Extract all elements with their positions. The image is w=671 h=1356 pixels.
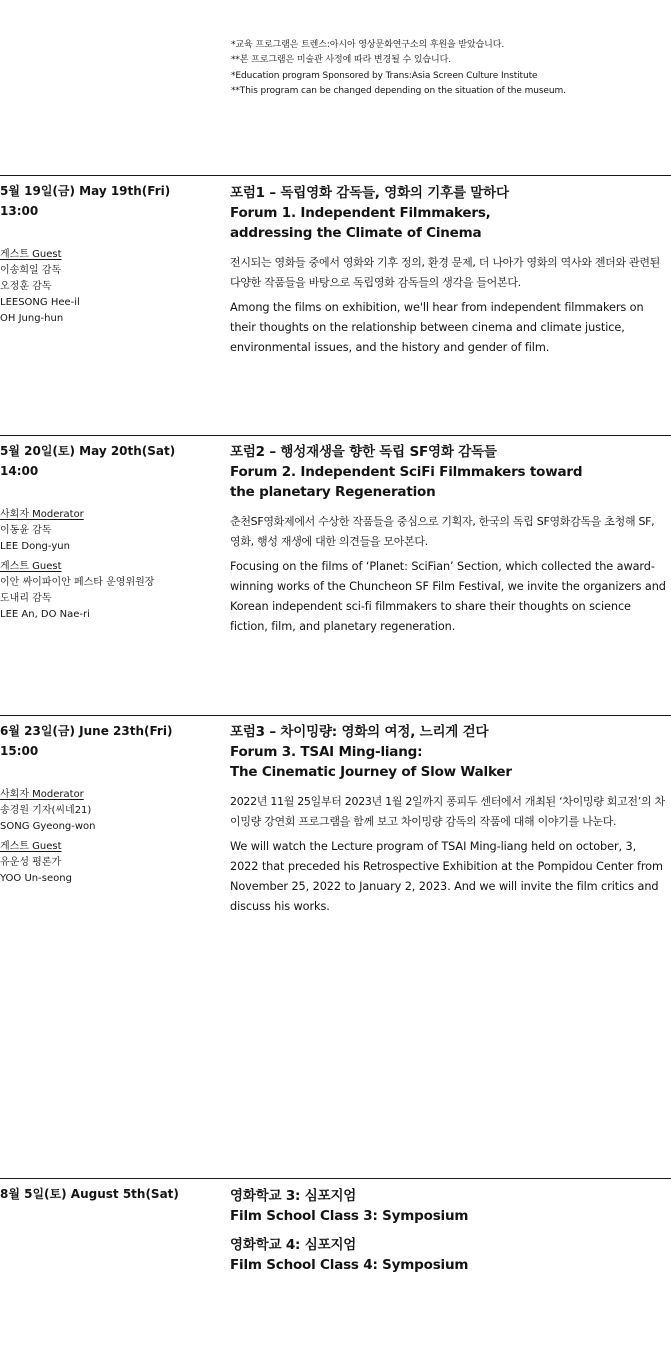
role-label: 사회자 Moderator: [0, 789, 84, 800]
participants: [0, 507, 215, 623]
forum-description-en: Among the films on exhibition, we'll hear from independent filmmakers on their thoughts on the relationship between cinema and climate justice, environmental issues, and the history and gender of film.: [230, 301, 644, 354]
forum-title-en: Forum 1. Independent Filmmakers,: [230, 205, 491, 221]
participant-name: 이송희일 감독: [0, 265, 62, 276]
note-en-change: **This program can be changed depending on the situation of the museum.: [231, 86, 566, 96]
program-notes: [231, 38, 661, 99]
forum-title-en: the planetary Regeneration: [230, 484, 436, 500]
class-4-title: [230, 1235, 666, 1275]
participants: [0, 787, 215, 887]
class-title-ko: 영화학교 4: 심포지엄: [230, 1237, 357, 1253]
note-ko-sponsor: *교육 프로그램은 트렌스:아시아 영상문화연구소의 후원을 받았습니다.: [231, 40, 505, 50]
participants: [0, 247, 215, 327]
class-title-en: Film School Class 4: Symposium: [230, 1257, 469, 1273]
class-title-en: Film School Class 3: Symposium: [230, 1208, 469, 1224]
divider: [0, 435, 671, 436]
school-date: 8월 5일(토) August 5th(Sat): [0, 1187, 179, 1201]
participant-name: 송경원 기자(씨네21): [0, 805, 92, 816]
forum-3-schedule: [0, 721, 215, 887]
forum-title-en: Forum 3. TSAI Ming-liang:: [230, 744, 423, 760]
forum-1-content: [230, 183, 666, 358]
forum-time: 15:00: [0, 744, 39, 758]
forum-date: 6월 23일(금) June 23th(Fri): [0, 724, 173, 738]
forum-time: 13:00: [0, 204, 39, 218]
note-ko-change: **본 프로그램은 미술관 사정에 따라 변경될 수 있습니다.: [231, 55, 451, 65]
participant-name: LEE An, DO Nae-ri: [0, 609, 90, 620]
forum-date: 5월 19일(금) May 19th(Fri): [0, 184, 171, 198]
participant-name: 오정훈 감독: [0, 281, 52, 292]
forum-title-en: Forum 2. Independent SciFi Filmmakers toward: [230, 464, 583, 480]
divider: [0, 1178, 671, 1179]
forum-title-en: addressing the Climate of Cinema: [230, 225, 482, 241]
forum-description-ko: 전시되는 영화들 중에서 영화와 기후 정의, 환경 문제, 더 나아가 영화의 역사와 젠더와 관련된 다양한 작품들을 바탕으로 독립영화 감독들의 생각을 들어본다.: [230, 256, 661, 289]
participant-name: LEESONG Hee-il: [0, 297, 80, 308]
divider: [0, 715, 671, 716]
class-title-ko: 영화학교 3: 심포지엄: [230, 1188, 357, 1204]
forum-1-schedule: [0, 181, 215, 327]
participant-name: 이안 싸이파이안 페스타 운영위원장: [0, 577, 155, 588]
participant-name: SONG Gyeong-won: [0, 821, 96, 832]
forum-title-en: The Cinematic Journey of Slow Walker: [230, 764, 512, 780]
forum-3-content: [230, 722, 666, 917]
forum-description-ko: 춘천SF영화제에서 수상한 작품들을 중심으로 기획자, 한국의 독립 SF영화감독을 초청해 SF, 영화, 행성 재생에 대한 의견들을 모아본다.: [230, 515, 655, 548]
role-label: 게스트 Guest: [0, 249, 62, 260]
forum-date: 5월 20일(토) May 20th(Sat): [0, 444, 176, 458]
participant-name: LEE Dong-yun: [0, 541, 70, 552]
film-school-schedule: [0, 1184, 215, 1204]
forum-title-ko: 포럼3 – 차이밍량: 영화의 여정, 느리게 걷다: [230, 724, 489, 740]
participant-name: 유운성 평론가: [0, 857, 62, 868]
forum-title-ko: 포럼2 – 행성재생을 향한 독립 SF영화 감독들: [230, 444, 497, 460]
forum-title-ko: 포럼1 – 독립영화 감독들, 영화의 기후를 말하다: [230, 185, 509, 201]
participant-name: 이동윤 감독: [0, 525, 52, 536]
participant-name: 도내리 감독: [0, 593, 52, 604]
participant-name: OH Jung-hun: [0, 313, 64, 324]
forum-description-en: Focusing on the films of ‘Planet: SciFian’ Section, which collected the award-winning works of the Chuncheon SF Film Festival, we invite the organizers and Korean independent sci-fi filmmakers to share their thoughts on science fiction, film, and planetary regeneration.: [230, 560, 666, 633]
class-3-title: [230, 1186, 666, 1226]
role-label: 게스트 Guest: [0, 841, 62, 852]
forum-2-schedule: [0, 441, 215, 623]
forum-description-ko: 2022년 11월 25일부터 2023년 1월 2일까지 퐁피두 센터에서 개최된 ‘차이밍량 회고전’의 차이밍량 강연회 프로그램을 함께 보고 차이밍량 감독의 작품에 대해 이야기를 나눈다.: [230, 795, 665, 828]
divider: [0, 175, 671, 176]
forum-description-en: We will watch the Lecture program of TSAI Ming-liang held on october, 3, 2022 that preceded his Retrospective Exhibition at the Pompidou Center from November 25, 2022 to January 2, 2023. And we will invite the film critics and discuss his works.: [230, 840, 663, 913]
note-en-sponsor: *Education program Sponsored by Trans:Asia Screen Culture Institute: [231, 71, 538, 81]
forum-time: 14:00: [0, 464, 39, 478]
role-label: 사회자 Moderator: [0, 509, 84, 520]
participant-name: YOO Un-seong: [0, 873, 72, 884]
film-school-content: [230, 1186, 666, 1275]
role-label: 게스트 Guest: [0, 561, 62, 572]
forum-2-content: [230, 442, 666, 637]
